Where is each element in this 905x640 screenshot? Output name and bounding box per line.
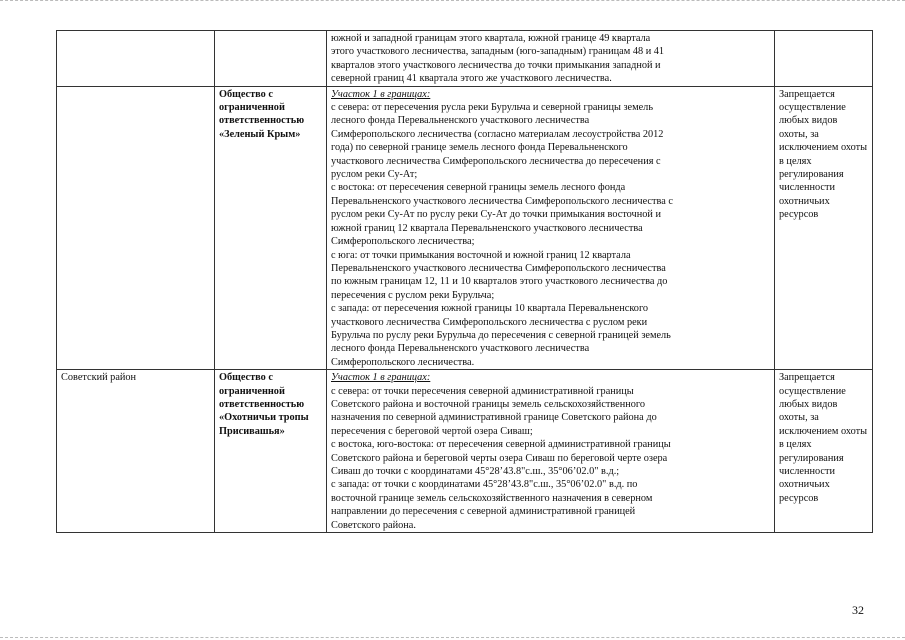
boundary-line: руслом реки Су-Ат по руслу реки Су-Ат до точки примыкания восточной и — [331, 209, 661, 221]
boundary-line: Симферопольского лесничества. — [331, 356, 475, 368]
boundary-line: с севера: от точки пересечения северной административной границы — [331, 385, 634, 397]
plot-title: Участок 1 в границах: — [331, 88, 431, 100]
district-cell: Советский район — [57, 370, 215, 533]
boundary-cell — [327, 370, 775, 533]
boundary-line: этого участкового лесничества, западным (юго-западным) границам 48 и 41 — [331, 46, 665, 58]
organization-cell: Общество с ограниченной ответственностью «Охотничьи тропы Присивашья» — [215, 370, 327, 533]
boundary-line: южной границ 12 квартала Перевальненского участкового лесничества — [331, 222, 643, 234]
table-row — [57, 31, 873, 87]
table-row — [57, 86, 873, 370]
boundary-line: с юга: от точки примыкания восточной и южной границ 12 квартала — [331, 249, 631, 261]
boundary-line: руслом реки Су-Ат; — [331, 169, 418, 181]
boundary-line: с востока, юго-востока: от пересечения северной административной границы — [331, 439, 671, 451]
boundary-line: Советского района. — [331, 519, 416, 531]
district-cell — [57, 31, 215, 87]
plot-title: Участок 1 в границах: — [331, 372, 431, 384]
district-cell — [57, 86, 215, 370]
boundary-line: по южным границам 12, 11 и 10 кварталов этого участкового лесничества до — [331, 276, 668, 288]
boundary-line: Советского района и береговой черты озера Сиваш по береговой черте озера — [331, 452, 668, 464]
boundary-line: Перевальненского участкового лесничества Симферопольского лесничества с — [331, 195, 673, 207]
boundary-line: с севера: от пересечения русла реки Бурульча и северной границы земель — [331, 102, 654, 114]
boundary-line: участкового лесничества Симферопольского лесничества до пересечения с — [331, 155, 661, 167]
organization-cell — [215, 31, 327, 87]
boundary-line: Симферопольского лесничества (согласно материалам лесоустройства 2012 — [331, 128, 664, 140]
boundary-line: Симферопольского лесничества; — [331, 236, 475, 248]
restriction-cell — [775, 31, 873, 87]
boundary-line: Сиваш до точки с координатами 45°28’43.8"с.ш., 35°06’02.0" в.д.; — [331, 466, 620, 477]
restriction-cell: Запрещается осуществление любых видов охоты, за исключением охоты в целях регулирования численности охотничьих ресурсов — [775, 370, 873, 533]
restriction-cell: Запрещается осуществление любых видов охоты, за исключением охоты в целях регулирования численности охотничьих ресурсов — [775, 86, 873, 370]
boundary-line: направлении до пересечения с северной административной границей — [331, 506, 636, 518]
boundary-line: с запада: от точки с координатами 45°28’43.8"с.ш., 35°06’02.0" в.д. по — [331, 479, 638, 491]
boundary-line: лесного фонда Перевальненского участкового лесничества — [331, 343, 590, 355]
boundary-line: с востока: от пересечения северной границы земель лесного фонда — [331, 182, 626, 194]
scan-top-edge — [0, 0, 905, 4]
boundary-line: кварталов этого участкового лесничества до точки примыкания западной и — [331, 59, 661, 71]
organization-cell: Общество с ограниченной ответственностью «Зеленый Крым» — [215, 86, 327, 370]
boundary-cell — [327, 86, 775, 370]
page-number: 32 — [852, 603, 864, 617]
boundary-line: года) по северной границе земель лесного фонда Перевальненского — [331, 142, 628, 154]
boundary-line: восточной границе земель сельскохозяйственного назначения в северном — [331, 492, 653, 504]
boundary-line: пересечения с береговой чертой озера Сиваш; — [331, 425, 533, 437]
boundary-line: назначения по северной административной границе Советского района до — [331, 412, 657, 424]
boundary-line: участкового лесничества Симферопольского лесничества с руслом реки — [331, 316, 648, 328]
boundary-line: лесного фонда Перевальненского участкового лесничества — [331, 115, 590, 127]
boundary-line: с запада: от пересечения южной границы 10 квартала Перевальненского — [331, 303, 649, 315]
boundary-line: Советского района и восточной границы земель сельскохозяйственного — [331, 398, 646, 410]
boundary-line: Бурульча по руслу реки Бурульча до пересечения с северной границей земель — [331, 329, 671, 341]
boundary-line: северной границ 41 квартала этого же участкового лесничества. — [331, 73, 612, 85]
boundary-line: пересечения с руслом реки Бурульча; — [331, 289, 495, 301]
boundary-line: южной и западной границам этого квартала, южной границе 49 квартала — [331, 33, 651, 44]
hunting-grounds-table — [56, 30, 873, 533]
table-row — [57, 370, 873, 533]
boundary-cell — [327, 31, 775, 87]
scan-bottom-edge — [0, 634, 905, 638]
boundary-line: Перевальненского участкового лесничества Симферопольского лесничества — [331, 262, 666, 274]
